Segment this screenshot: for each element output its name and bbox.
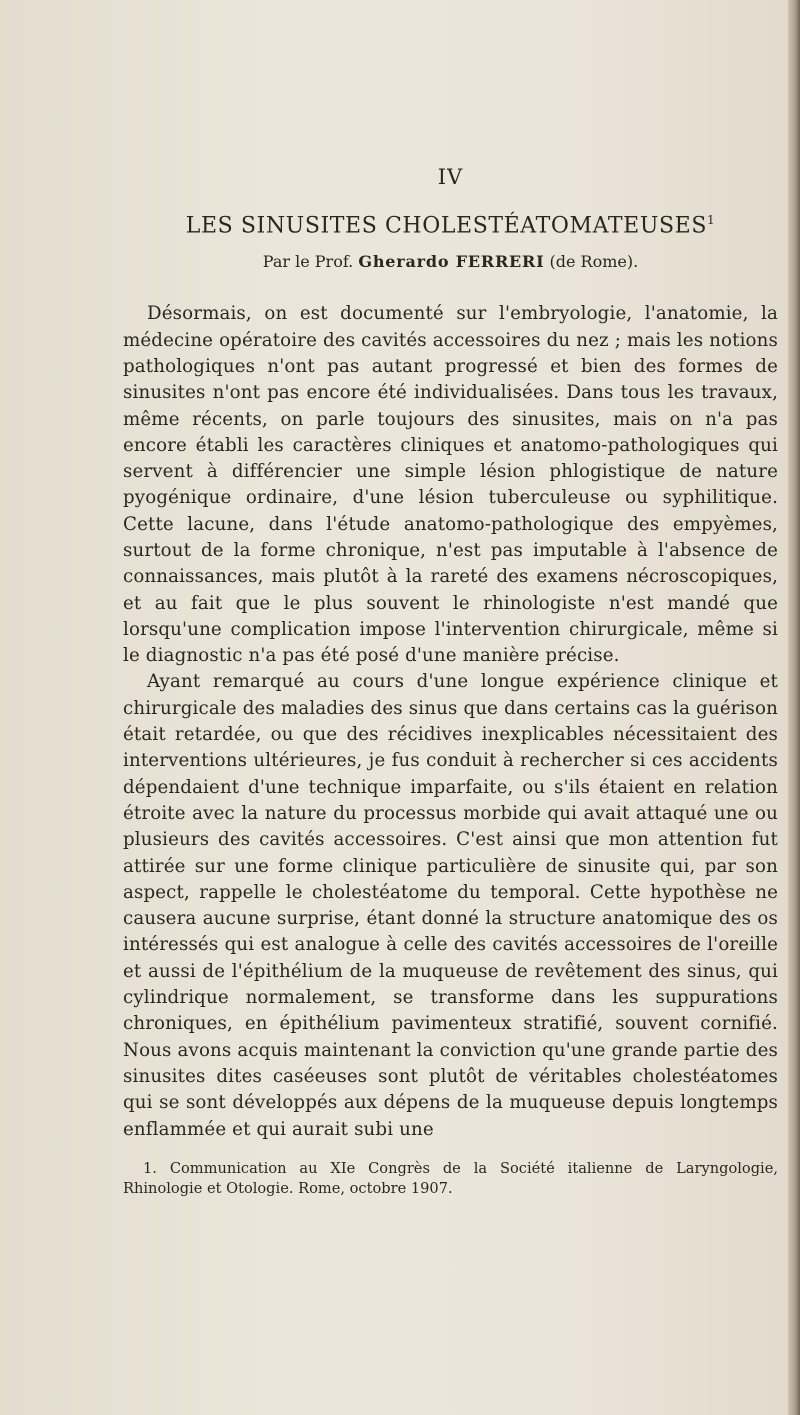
article-body <box>123 301 778 1143</box>
page-content <box>123 165 778 1199</box>
byline <box>123 252 778 271</box>
article-title-text: LES SINUSITES CHOLESTÉATOMATEUSES <box>185 213 707 239</box>
paragraph: Ayant remarqué au cours d'une longue expérience clinique et chirurgicale des maladies des sinus que dans certains cas la guérison était retardée, ou que des récidives inexplicables nécessitaient des interventions ultérieures, je fus conduit à rechercher si ces accidents dépendaient d'une technique imparfaite, ou s'ils étaient en relation étroite avec la nature du processus morbide qui avait attaqué une ou plusieurs des cavités accessoires. C'est ainsi que mon attention fut attirée sur une forme clinique particulière de sinusite qui, par son aspect, rappelle le cholestéatome du temporal. Cette hypothèse ne causera aucune surprise, étant donné la structure anatomique des os intéressés qui est analogue à celle des cavités accessoires de l'oreille et aussi de l'épithélium de la muqueuse de revêtement des sinus, qui cylindrique normalement, se transforme dans les suppurations chroniques, en épithélium pavimenteux stratifié, souvent cornifié. Nous avons acquis maintenant la conviction qu'une grande partie des sinusites dites caséeuses sont plutôt de véritables cholestéatomes qui se sont développés aux dépens de la muqueuse depuis longtemps enflammée et qui aurait subi une <box>123 671 778 1140</box>
page-edge-shadow <box>788 0 800 1415</box>
section-number: IV <box>437 165 464 189</box>
footnote-marker: 1 <box>707 213 716 227</box>
byline-suffix: (de Rome). <box>549 252 639 272</box>
author-name: Gherardo FERRERI <box>358 252 545 272</box>
byline-prefix: Par le Prof. <box>262 252 354 272</box>
footnote: 1. Communication au XIe Congrès de la Société italienne de Laryngologie, Rhinologie et Otologie. Rome, octobre 1907. <box>123 1159 778 1197</box>
paragraph: Désormais, on est documenté sur l'embryologie, l'anatomie, la médecine opératoire des cavités accessoires du nez ; mais les notions pathologiques n'ont pas autant progressé et bien des formes de sinusites n'ont pas encore été individualisées. Dans tous les travaux, même récents, on parle toujours des sinusites, mais on n'a pas encore établi les caractères cliniques et anatomo-pathologiques qui servent à différencier une simple lésion phlogistique de nature pyogénique ordinaire, d'une lésion tuberculeuse ou syphilitique. Cette lacune, dans l'étude anatomo-pathologique des empyèmes, surtout de la forme chronique, n'est pas imputable à l'absence de connaissances, mais plutôt à la rareté des examens nécroscopiques, et au fait que le plus souvent le rhinologiste n'est mandé que lorsqu'une complication impose l'intervention chirurgicale, même si le diagnostic n'a pas été posé d'une manière précise. <box>123 303 778 667</box>
article-title <box>123 213 778 238</box>
